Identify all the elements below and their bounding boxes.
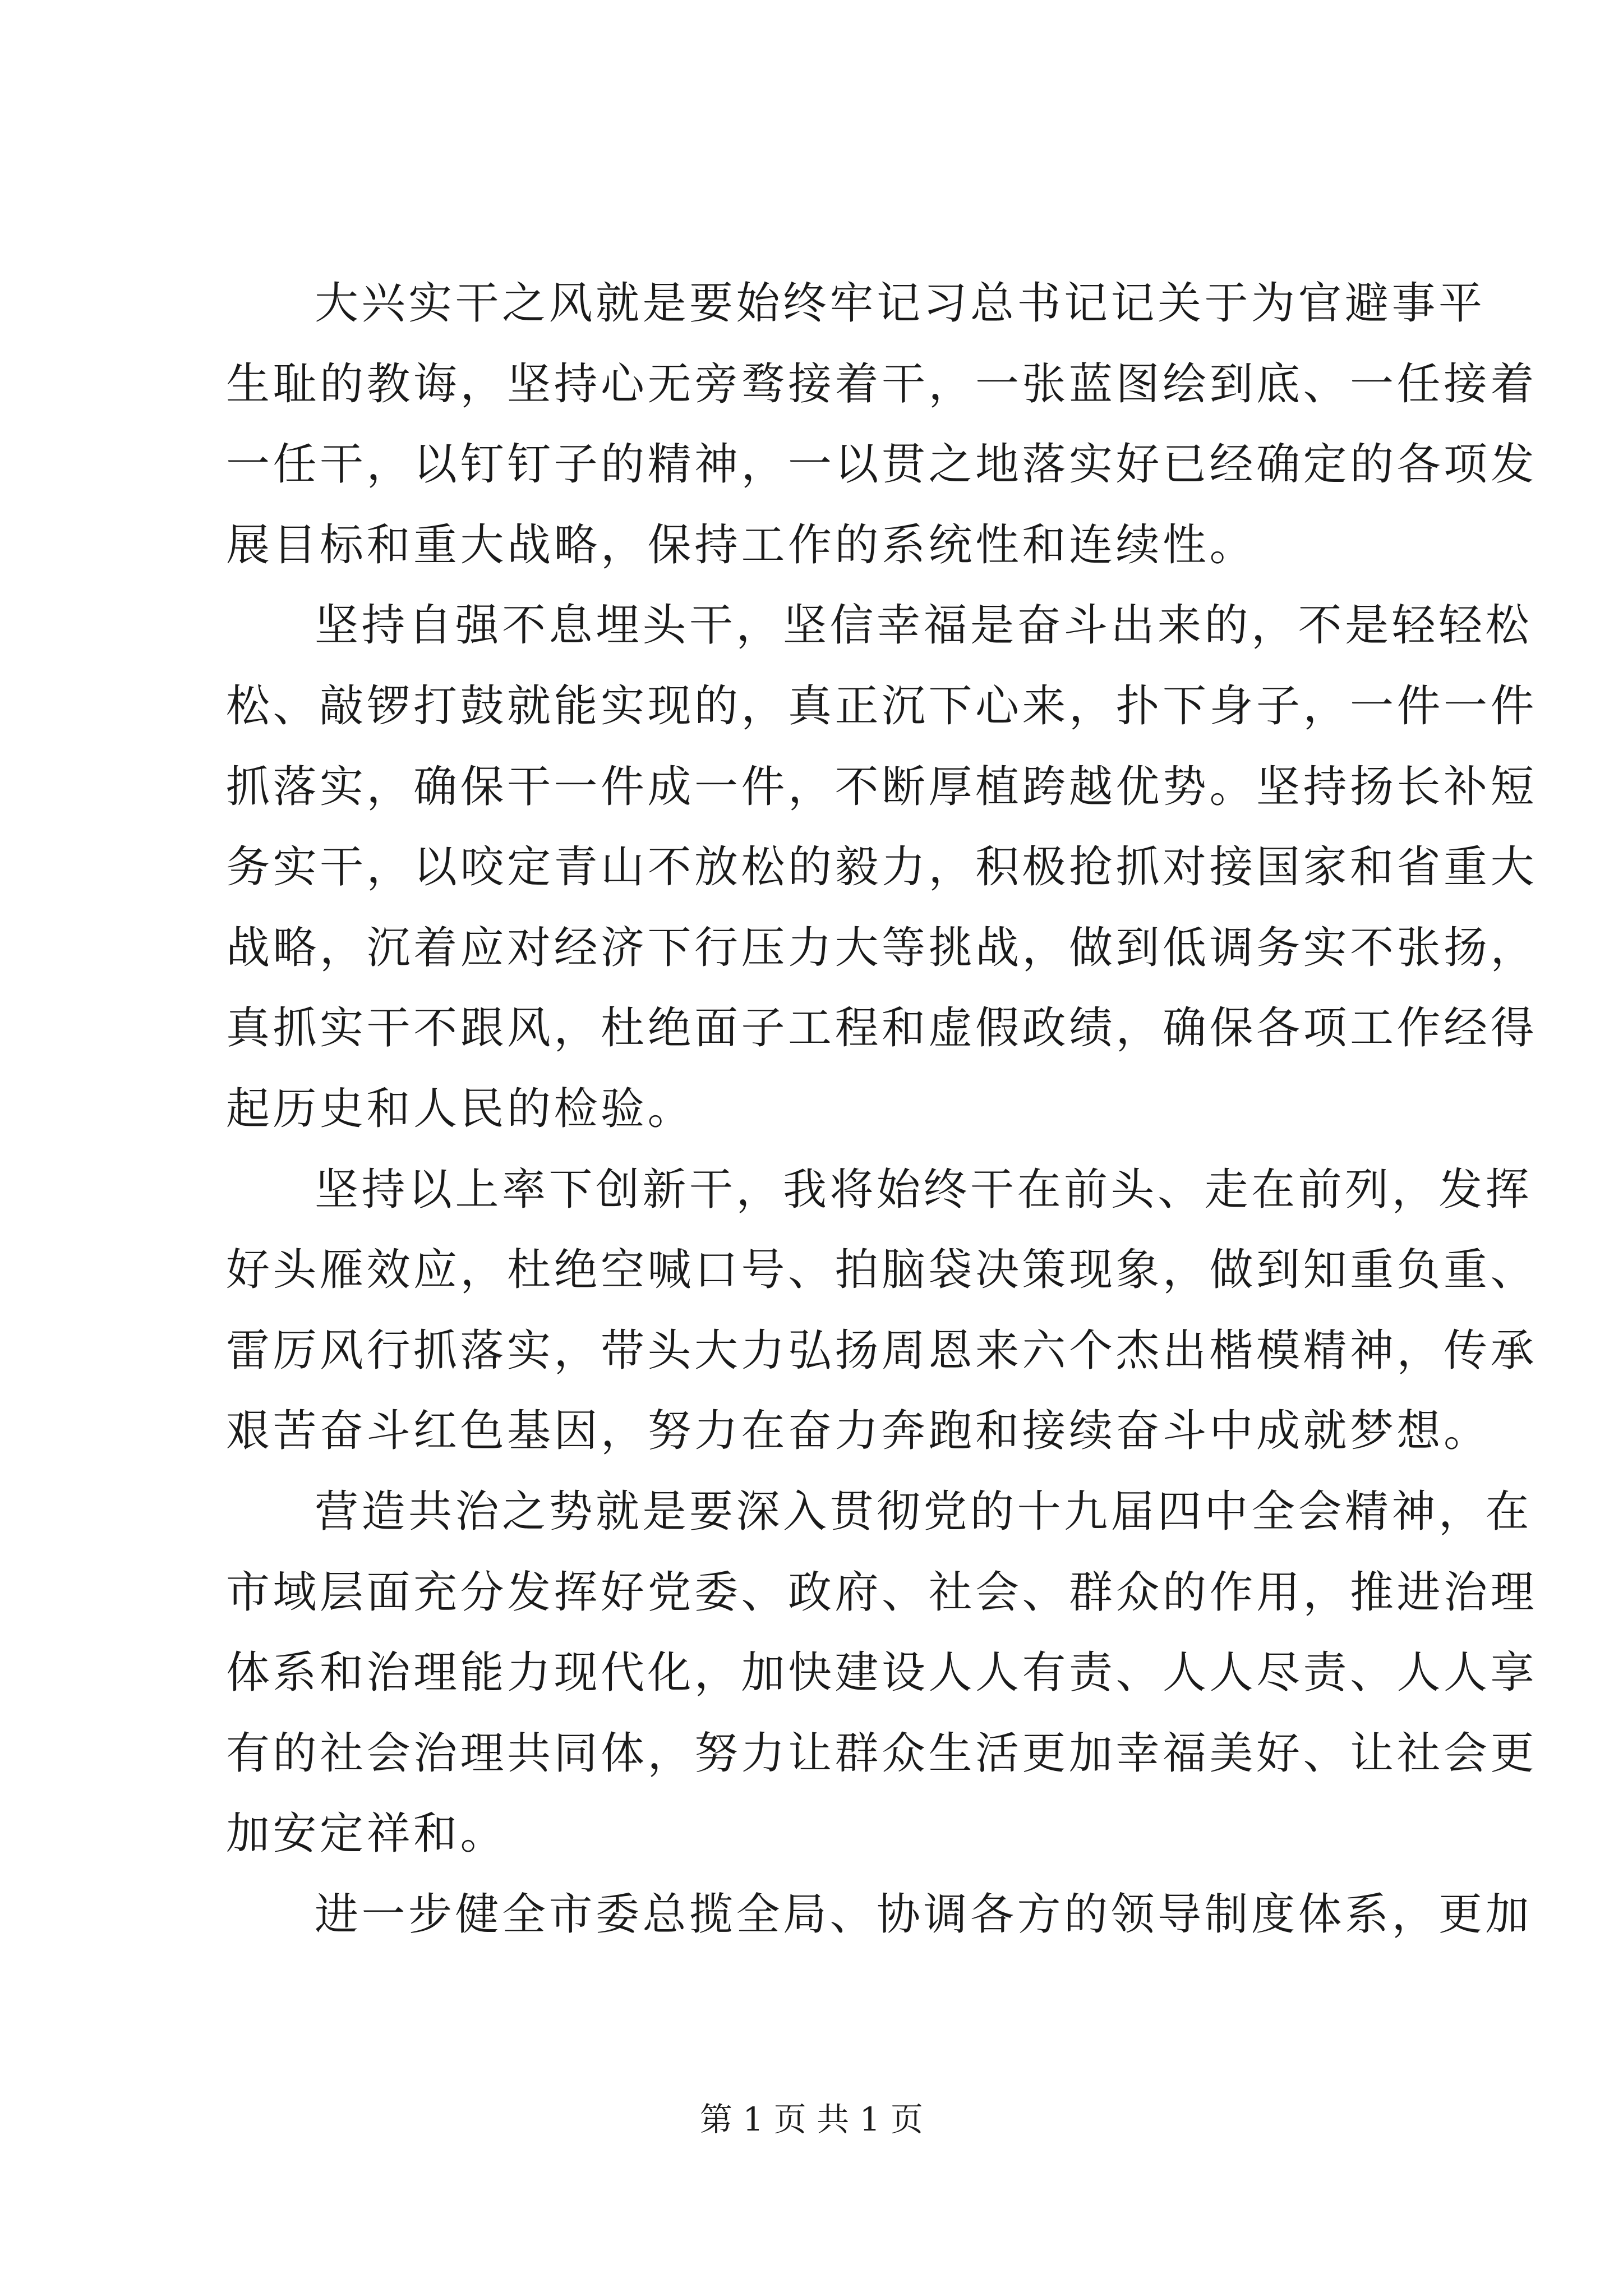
paragraph-2-line-1: 坚持自强不息埋头干，坚信幸福是奋斗出来的，不是轻轻松 xyxy=(315,600,1533,651)
paragraph-1-line-1: 大兴实干之风就是要始终牢记习总书记记关于为官避事平 xyxy=(315,278,1486,329)
paragraph-2-line-7: 起历史和人民的检验。 xyxy=(226,1083,695,1134)
page-number-label: 第 1 页 共 1 页 xyxy=(700,2100,923,2138)
page-footer xyxy=(0,2097,1623,2142)
document-body xyxy=(226,264,1538,1955)
paragraph-3-line-2: 好头雁效应，杜绝空喊口号、拍脑袋决策现象，做到知重负重、 xyxy=(226,1245,1538,1296)
paragraph-2-line-2: 松、敲锣打鼓就能实现的，真正沉下心来，扑下身子，一件一件 xyxy=(226,680,1538,731)
paragraph-3-line-4: 艰苦奋斗红色基因，努力在奋力奔跑和接续奋斗中成就梦想。 xyxy=(226,1406,1491,1457)
paragraph-2-line-5: 战略，沉着应对经济下行压力大等挑战，做到低调务实不张扬， xyxy=(226,922,1538,973)
paragraph-3-line-1: 坚持以上率下创新干，我将始终干在前头、走在前列，发挥 xyxy=(315,1164,1533,1215)
paragraph-1-line-2: 生耻的教诲，坚持心无旁骛接着干，一张蓝图绘到底、一任接着 xyxy=(226,358,1538,409)
paragraph-2-line-4: 务实干，以咬定青山不放松的毅力，积极抢抓对接国家和省重大 xyxy=(226,842,1538,893)
paragraph-3-line-3: 雷厉风行抓落实，带头大力弘扬周恩来六个杰出楷模精神，传承 xyxy=(226,1325,1538,1376)
paragraph-1-line-4: 展目标和重大战略，保持工作的系统性和连续性。 xyxy=(226,519,1257,570)
paragraph-4-line-4: 有的社会治理共同体，努力让群众生活更加幸福美好、让社会更 xyxy=(226,1728,1538,1779)
paragraph-4-line-5: 加安定祥和。 xyxy=(226,1809,508,1860)
paragraph-4-line-1: 营造共治之势就是要深入贯彻党的十九届四中全会精神，在 xyxy=(315,1486,1533,1537)
paragraph-4-line-2: 市域层面充分发挥好党委、政府、社会、群众的作用，推进治理 xyxy=(226,1567,1538,1618)
paragraph-2-line-3: 抓落实，确保干一件成一件，不断厚植跨越优势。坚持扬长补短 xyxy=(226,761,1538,812)
paragraph-2-line-6: 真抓实干不跟风，杜绝面子工程和虚假政绩，确保各项工作经得 xyxy=(226,1003,1538,1054)
paragraph-5-line-1: 进一步健全市委总揽全局、协调各方的领导制度体系，更加 xyxy=(315,1889,1533,1940)
paragraph-1-line-3: 一任干，以钉钉子的精神，一以贯之地落实好已经确定的各项发 xyxy=(226,439,1538,490)
paragraph-4-line-3: 体系和治理能力现代化，加快建设人人有责、人人尽责、人人享 xyxy=(226,1648,1538,1699)
